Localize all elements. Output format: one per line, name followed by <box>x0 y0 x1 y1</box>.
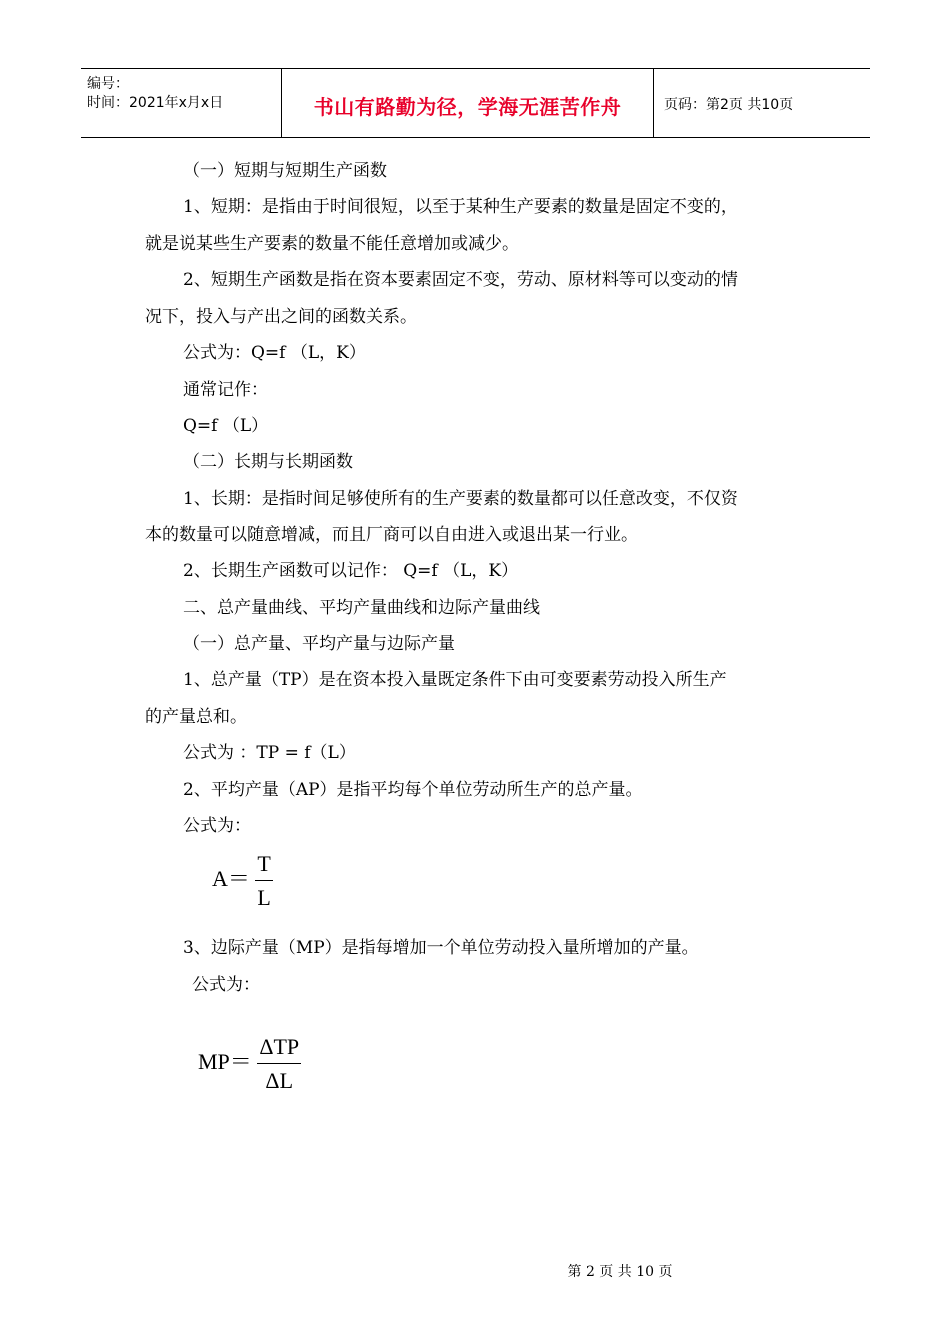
header-left-cell <box>81 69 282 137</box>
paragraph-line: 1、总产量（TP）是在资本投入量既定条件下由可变要素劳动投入所生产 <box>183 670 727 690</box>
page-info: 页码：第2页 共10页 <box>664 97 794 113</box>
header-center-cell <box>282 69 654 137</box>
formula-ap-fraction <box>255 851 272 911</box>
paragraph-line: 2、短期生产函数是指在资本要素固定不变，劳动、原材料等可以变动的情 <box>183 270 738 290</box>
motto: 书山有路勤为径，学海无涯苦作舟 <box>313 95 622 119</box>
section-heading: （一）总产量、平均产量与边际产量 <box>183 634 455 654</box>
formula-line: 公式为 ：TP = f（L） <box>183 743 356 763</box>
paragraph-line: 况下，投入与产出之间的函数关系。 <box>145 307 417 327</box>
header-table <box>81 68 870 138</box>
paragraph-line: 公式为： <box>183 816 251 836</box>
paragraph-line: 的产量总和。 <box>145 707 247 727</box>
paragraph-line: 就是说某些生产要素的数量不能任意增加或减少。 <box>145 234 519 254</box>
formula-ap <box>212 851 273 911</box>
paragraph-line: 公式为： <box>192 975 260 995</box>
section-heading: （二）长期与长期函数 <box>183 452 353 472</box>
paragraph-line: 通常记作： <box>183 380 268 400</box>
paragraph-line: 3、边际产量（MP）是指每增加一个单位劳动投入量所增加的产量。 <box>183 938 699 958</box>
time-label: 时间：2021年x月x日 <box>87 95 224 111</box>
section-heading: 二、总产量曲线、平均产量曲线和边际产量曲线 <box>183 598 540 618</box>
formula-ap-lhs: A＝ <box>212 866 250 892</box>
formula-ap-denominator: L <box>257 885 271 910</box>
formula-ap-numerator: T <box>255 851 272 881</box>
formula-mp-lhs: MP＝ <box>198 1049 252 1075</box>
paragraph-line: 2、平均产量（AP）是指平均每个单位劳动所生产的总产量。 <box>183 780 643 800</box>
number-label: 编号： <box>87 76 129 92</box>
formula-mp-numerator: ΔTP <box>257 1034 301 1064</box>
formula-mp-fraction <box>257 1034 301 1094</box>
paragraph-line: 2、长期生产函数可以记作： Q=f （L，K） <box>183 561 519 581</box>
paragraph-line: 本的数量可以随意增减，而且厂商可以自由进入或退出某一行业。 <box>145 525 638 545</box>
paragraph-line: 1、短期：是指由于时间很短，以至于某种生产要素的数量是固定不变的， <box>183 197 738 217</box>
formula-mp-denominator: ΔL <box>265 1068 294 1093</box>
formula-mp <box>198 1034 301 1094</box>
formula-line: Q=f （L） <box>183 416 269 436</box>
page-footer: 第 2 页 共 10 页 <box>567 1264 673 1280</box>
header-right-cell <box>654 69 870 137</box>
paragraph-line: 1、长期：是指时间足够使所有的生产要素的数量都可以任意改变，不仅资 <box>183 489 738 509</box>
section-heading: （一）短期与短期生产函数 <box>183 161 387 181</box>
formula-line: 公式为：Q=f （L，K） <box>183 343 366 363</box>
